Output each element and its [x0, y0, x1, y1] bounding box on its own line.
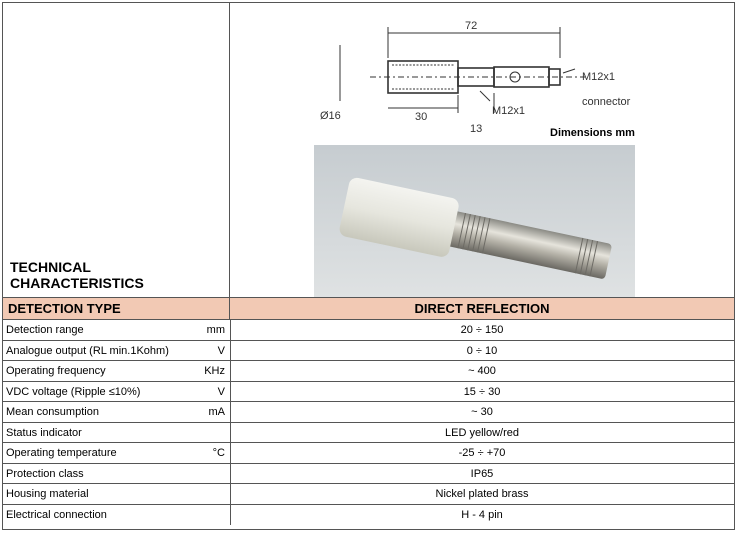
detection-type-value: DIRECT REFLECTION	[414, 301, 550, 316]
spec-value: 20 ÷ 150	[460, 324, 504, 336]
spec-value: H - 4 pin	[461, 508, 503, 521]
table-row	[3, 443, 734, 464]
drawing-cell	[230, 3, 734, 298]
spec-label: Operating temperature	[6, 447, 117, 459]
spec-label: Mean consumption	[6, 406, 99, 418]
connector-label: connector	[582, 96, 631, 108]
spec-label: Analogue output (RL min.1Kohm)	[6, 344, 169, 357]
spec-label: VDC voltage (Ripple ≤10%)	[6, 385, 141, 398]
detection-type-heading: DETECTION TYPE	[3, 298, 230, 320]
table-row	[3, 402, 734, 423]
dimensions-caption: Dimensions mm	[550, 127, 635, 139]
length-total-label: 72	[465, 20, 478, 32]
product-photo	[314, 145, 635, 297]
table-row	[3, 382, 734, 403]
spec-value: 0 ÷ 10	[466, 344, 498, 357]
spec-unit: °C	[212, 447, 225, 459]
thread-mid-leader	[480, 91, 490, 101]
table-header	[3, 298, 734, 320]
spec-value: -25 ÷ +70	[458, 447, 506, 459]
spec-value: 15 ÷ 30	[463, 385, 501, 398]
spec-value: ~ 30	[471, 406, 493, 418]
spec-label: Housing material	[6, 488, 89, 500]
spec-label: Status indicator	[6, 426, 82, 439]
title-line-2: CHARACTERISTICS	[10, 275, 144, 291]
thread-end-leader	[563, 69, 575, 73]
spec-unit: mm	[206, 324, 225, 336]
table-row	[3, 341, 734, 362]
spec-label: Detection range	[6, 324, 84, 336]
spec-value: IP65	[470, 467, 494, 480]
thread-end-label: M12x1	[582, 71, 616, 83]
spec-unit: KHz	[204, 365, 225, 377]
spec-unit: V	[217, 344, 225, 357]
title-line-1: TECHNICAL	[10, 259, 91, 275]
spec-unit: V	[217, 385, 225, 398]
diameter-label: Ø16	[320, 110, 341, 122]
title-cell	[3, 3, 230, 298]
spec-value: Nickel plated brass	[435, 488, 529, 500]
thread-mid-label: M12x1	[492, 105, 526, 117]
spec-label: Protection class	[6, 467, 84, 480]
table-row	[3, 505, 734, 526]
spec-unit: mA	[208, 406, 225, 418]
table-row	[3, 423, 734, 444]
table-row	[3, 484, 734, 505]
spec-value: ~ 400	[468, 365, 496, 377]
thread-length-label: 13	[470, 123, 483, 135]
specs-table	[3, 320, 734, 525]
spec-label: Operating frequency	[6, 365, 106, 377]
table-row	[3, 361, 734, 382]
spec-label: Electrical connection	[6, 508, 107, 521]
table-row	[3, 464, 734, 485]
datasheet	[2, 2, 735, 530]
table-row	[3, 320, 734, 341]
spec-value: LED yellow/red	[445, 426, 519, 439]
cap-length-label: 30	[415, 111, 428, 123]
section-title	[10, 259, 144, 291]
